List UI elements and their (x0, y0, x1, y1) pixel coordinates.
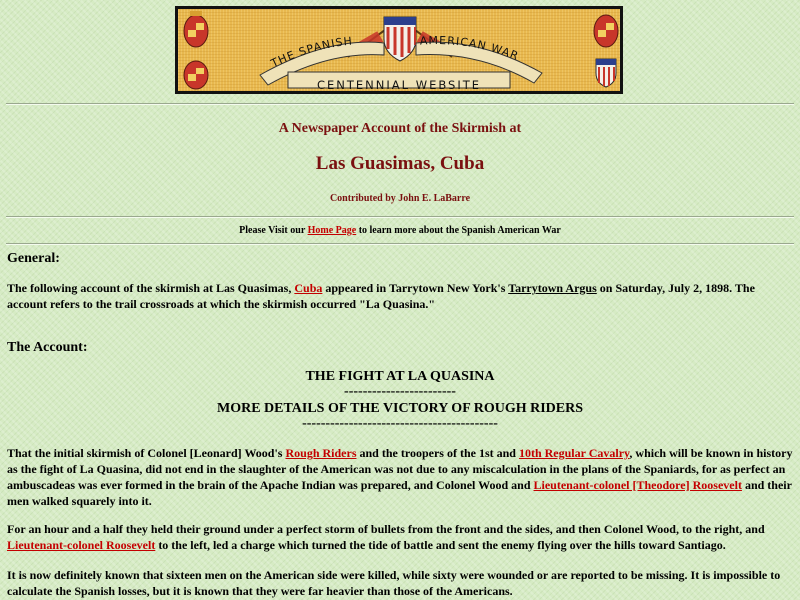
text-run: The following account of the skirmish at Las Quasimas, (7, 281, 295, 295)
cuba-link[interactable]: Cuba (294, 281, 323, 295)
divider (6, 103, 794, 105)
spanish-seal-icon (184, 11, 208, 47)
divider (6, 243, 794, 245)
text-run: to the left, led a charge which turned the tide of battle and sent the enemy flying over the hills toward Santiago. (155, 538, 726, 552)
text-run: and the troopers of the 1st and (356, 446, 519, 460)
visit-notice (0, 225, 800, 236)
general-heading: General: (7, 251, 60, 266)
account-paragraph-3: It is now definitely known that sixteen men on the American side were killed, while sixty were wounded or are reported to be missing. It is impossible to calculate the Spanish losses, but it is known that they were far heavier than those of the Americans. (7, 568, 781, 598)
roosevelt-link-2[interactable]: Lieutenant-colonel Roosevelt (7, 538, 156, 552)
text-run: on Saturday, July 2, 1898. The account refers to the trail crossroads at which the skirmish occurred "La Quasina." (7, 281, 755, 311)
tenth-cavalry-link[interactable]: 10th Regular Cavalry (518, 446, 630, 460)
story-subheadline: MORE DETAILS OF THE VICTORY OF ROUGH RIDERS (216, 401, 584, 416)
visit-text-before: Please Visit our (239, 225, 308, 236)
tarrytown-argus-link[interactable]: Tarrytown Argus (508, 281, 597, 295)
text-run: appeared in Tarrytown New York's (322, 281, 509, 295)
roosevelt-link[interactable]: Lieutenant-colonel [Theodore] Roosevelt (533, 478, 742, 492)
account-heading: The Account: (7, 340, 88, 355)
banner-subtitle: CENTENNIAL WEBSITE (316, 78, 482, 92)
us-shield-icon (384, 17, 416, 61)
general-paragraph (7, 280, 793, 312)
divider (6, 216, 794, 218)
banner-line2: AMERICAN WAR (419, 33, 521, 63)
page-title: Las Guasimas, Cuba (315, 153, 485, 174)
site-banner[interactable] (175, 6, 623, 94)
page-subtitle: A Newspaper Account of the Skirmish at (278, 121, 522, 136)
text-run: That the initial skirmish of Colonel [Leonard] Wood's (7, 446, 286, 460)
text-run: and their men walked squarely into it. (7, 478, 792, 508)
spanish-seal-icon (594, 15, 618, 47)
banner-line1: THE SPANISH (268, 34, 354, 71)
story-headline: THE FIGHT AT LA QUASINA (305, 369, 495, 384)
account-paragraph-2 (7, 521, 793, 553)
story-separator: ------------------------ (344, 384, 456, 399)
text-run: For an hour and a half they held their ground under a perfect storm of bullets from the front and the sides, and then Colonel Wood, to the right, and (7, 522, 765, 536)
text-run: , which will be known in history as the fight of La Quasina, did not end in the slaughter of the American was not due to any miscalculation in the plans of the Spaniards, for as perfect an ambuscadeas was ever formed in the brain of the Apache Indian was prepared, and Colonel Wood and (7, 446, 793, 492)
rough-riders-link[interactable]: Rough Riders (285, 446, 357, 460)
visit-text-after: to learn more about the Spanish American War (356, 225, 561, 236)
contributor-credit: Contributed by John E. LaBarre (329, 193, 471, 204)
story-separator: ------------------------------------------ (302, 416, 498, 431)
home-page-link[interactable]: Home Page (307, 225, 357, 236)
account-paragraph-1 (7, 445, 793, 509)
